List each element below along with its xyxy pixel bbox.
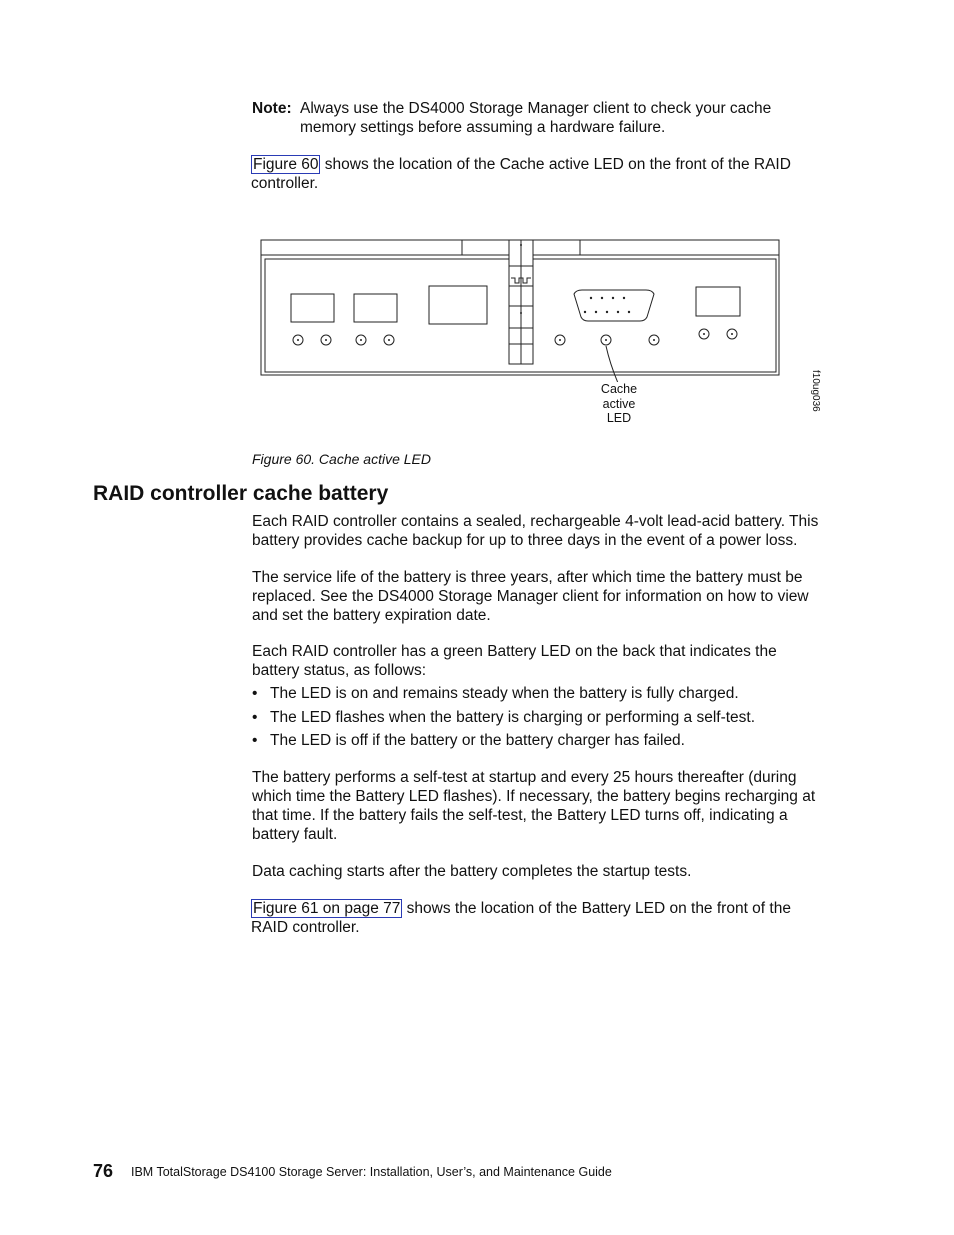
figure-61-link[interactable]: Figure 61 on page 77 <box>253 900 401 917</box>
port-1 <box>291 294 334 322</box>
note-label: Note: <box>252 100 292 117</box>
controller-front-diagram <box>258 236 786 382</box>
paragraph-3: Each RAID controller has a green Battery LED on the back that indicates the battery status, as follows: <box>252 643 777 679</box>
cache-active-led-callout: Cache active LED <box>600 382 638 425</box>
port-4 <box>696 287 740 316</box>
list-item: • The LED flashes when the battery is charging or performing a self-test. <box>252 709 756 726</box>
intro-text: shows the location of the Cache active LED on the front of the RAID <box>320 156 791 173</box>
list-item: • The LED is on and remains steady when the battery is fully charged. <box>252 685 739 702</box>
note-text: Always use the DS4000 Storage Manager client to check your cache memory settings before assuming a hardware failure. <box>300 100 772 136</box>
port-2 <box>354 294 397 322</box>
paragraph-1: Each RAID controller contains a sealed, rechargeable 4-volt lead-acid battery. This battery provides cache backup for up to three days in the event of a power loss. <box>252 513 819 549</box>
intro-text-line2: controller. <box>251 175 319 192</box>
paragraph-4: The battery performs a self-test at startup and every 25 hours thereafter (during which time the Battery LED flashes). If necessary, the battery begins recharging at that time. If the battery fails the self-test, the Battery LED turns off, indicating a battery fault. <box>252 769 816 843</box>
footer-title: IBM TotalStorage DS4100 Storage Server: Installation, User’s, and Maintenance Guide <box>131 1165 612 1179</box>
list-item: • The LED is off if the battery or the battery charger has failed. <box>252 732 685 749</box>
intro-paragraph <box>251 155 791 193</box>
page-number: 76 <box>93 1161 114 1181</box>
section-heading: RAID controller cache battery <box>93 482 389 505</box>
figure-60-link[interactable]: Figure 60 <box>253 156 319 173</box>
paragraph-6-text: shows the location of the Battery LED on the front of the <box>402 900 791 917</box>
paragraph-6 <box>251 899 791 937</box>
port-3 <box>429 286 487 324</box>
paragraph-2: The service life of the battery is three years, after which time the battery must be replaced. See the DS4000 Storage Manager client for information on how to view and set the battery expiration date. <box>252 569 809 624</box>
figure-caption: Figure 60. Cache active LED <box>252 451 431 467</box>
figure-id: f10ug036 <box>810 370 821 412</box>
paragraph-5: Data caching starts after the battery completes the startup tests. <box>252 863 692 880</box>
paragraph-6-line2: RAID controller. <box>251 919 360 936</box>
